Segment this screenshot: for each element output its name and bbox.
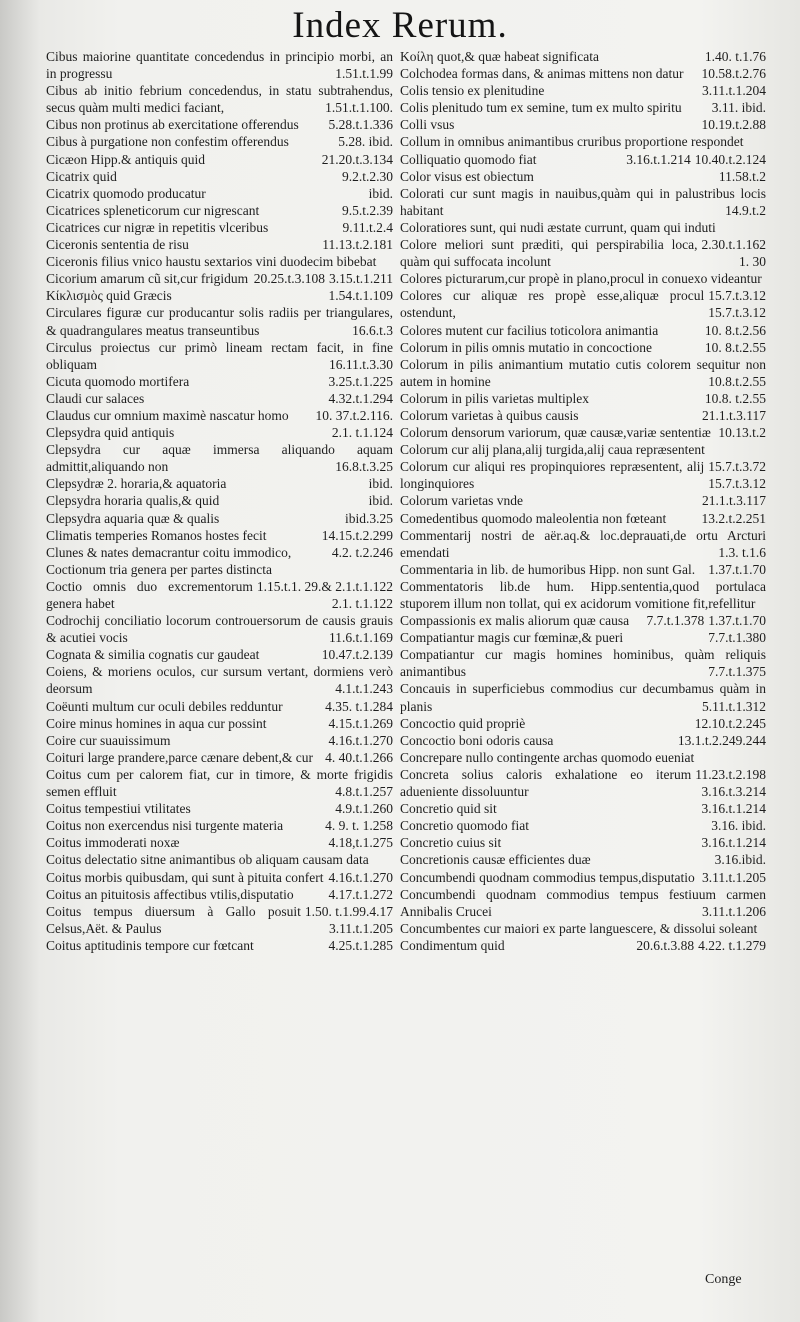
entry-reference: 1.3. t.1.6 <box>718 544 766 560</box>
entry-text: Commentaria in lib. de humoribus Hipp. non sunt Gal. <box>400 561 696 577</box>
index-entry <box>46 834 393 851</box>
entry-reference: 4.2. t.2.246 <box>331 544 393 560</box>
index-entry <box>46 304 393 338</box>
entry-text: Cicatrices spleneticorum cur nigrescant <box>46 202 260 218</box>
entry-reference: 3.16.ibid. <box>714 852 766 868</box>
entry-text: Κοίλη quot,& quæ habeat significata <box>400 49 599 64</box>
entry-reference: 21.20.t.3.134 <box>321 151 393 167</box>
index-entry <box>46 373 393 390</box>
entry-reference: 5.28.t.1.336 <box>328 117 393 133</box>
index-entry <box>46 168 393 185</box>
index-entry <box>400 869 766 886</box>
entry-reference: 7.7.t.1.375 <box>708 664 766 680</box>
index-entry <box>400 219 766 253</box>
index-entry <box>400 65 766 82</box>
entry-text: Concumbentes cur maiori ex parte languescere, & dissolui soleant <box>400 920 758 936</box>
entry-text: Colorum densorum variorum, quæ causæ,variæ sententiæ <box>400 425 711 441</box>
entry-text: Colorum cur alij plana,alij turgida,alij caua repræsentent <box>400 442 705 458</box>
entry-reference: 1.37.t.1.70 <box>708 561 766 577</box>
entry-reference: 7.7.t.1.378 <box>646 613 705 629</box>
entry-reference: 11.6.t.1.169 <box>329 630 393 646</box>
entry-text: Commentarij nostri de aër.aq.& loc.deprauati,de ortu Arcturi emendati <box>400 527 766 560</box>
index-entry <box>400 834 766 851</box>
entry-reference: 9.11.t.2.4 <box>342 219 393 235</box>
entry-reference: 10. 37.t.2.116. <box>315 407 393 423</box>
entry-reference: ibid. <box>368 493 393 509</box>
entry-reference: 3.11. ibid. <box>711 100 766 116</box>
entry-text: Clunes & nates demacrantur coitu immodico, <box>46 544 292 560</box>
entry-reference: 11.23.t.2.198 <box>695 766 766 782</box>
index-entry <box>400 339 766 356</box>
entry-text: Colorati cur sunt magis in nauibus,quàm qui in palustribus locis habitant <box>400 185 766 218</box>
index-entry <box>46 646 393 663</box>
index-entry <box>400 407 766 424</box>
index-entry <box>46 287 393 304</box>
entry-reference: 16.11.t.3.30 <box>329 356 393 372</box>
index-entry <box>46 133 393 150</box>
entry-reference: 10.47.t.2.139 <box>321 647 393 663</box>
entry-reference: 4.16.t.1.270 <box>328 732 393 748</box>
index-entry <box>46 800 393 817</box>
entry-reference: 15.7.t.3.72 <box>708 459 766 475</box>
index-entry <box>400 322 766 339</box>
entry-text: Coitus cum per calorem fiat, cur in timore, & morte frigidis semen effluit <box>46 766 393 800</box>
index-entry <box>46 817 393 834</box>
entry-text: Coctionum tria genera per partes distincta <box>46 561 273 577</box>
entry-text: Circulus proiectus cur primò lineam rectam facit, in fine obliquam <box>46 339 393 372</box>
entry-text: Coituri large prandere,parce cænare debent,& cur <box>46 749 314 765</box>
entry-text: Concretio cuius sit <box>400 835 502 851</box>
entry-text: Cibus à purgatione non confestim offerendus <box>46 134 289 150</box>
entry-reference: 4.15.t.1.269 <box>328 715 393 731</box>
entry-text: Coitus non exercendus nisi turgente materia <box>46 818 284 834</box>
entry-reference: 12.10.t.2.245 <box>694 715 766 731</box>
entry-reference: 15.7.t.3.12 <box>708 288 766 304</box>
entry-reference: 3.11.t.1.206 <box>702 903 766 919</box>
entry-text: Concumbendi quodnam commodius tempus,disputatio <box>400 869 695 885</box>
entry-reference: 2.30.t.1.162 <box>701 237 766 253</box>
entry-text: Κίκλισμὸς quid Græcis <box>46 288 172 304</box>
entry-text: Coire minus homines in aqua cur possint <box>46 715 267 731</box>
index-entry <box>400 527 766 561</box>
catchword: Conge <box>705 1272 742 1287</box>
entry-reference: 4.17.t.1.272 <box>328 886 393 902</box>
entry-text: Ciceronis sententia de risu <box>46 237 189 253</box>
index-entry <box>46 510 393 527</box>
index-entry <box>46 390 393 407</box>
index-entry <box>400 356 766 390</box>
entry-reference: 10. 8.t.2.55 <box>704 339 766 355</box>
entry-reference: 10.58.t.2.76 <box>701 66 766 82</box>
entry-reference: ibid. <box>368 185 393 201</box>
entry-text: Condimentum quid <box>400 937 505 953</box>
index-entry <box>400 680 766 714</box>
index-column-right <box>400 48 766 954</box>
entry-reference: 3.11.t.1.205 <box>329 920 393 936</box>
entry-text: Concauis in superficiebus commodius cur decumbamus quàm in planis <box>400 681 766 714</box>
index-entry <box>400 82 766 99</box>
index-entry <box>400 424 766 441</box>
entry-text: Coitus an pituitosis affectibus vtilis,disputatio <box>46 886 294 902</box>
entry-reference: 9.2.t.2.30 <box>341 168 393 184</box>
entry-reference: 11.58.t.2 <box>718 168 766 184</box>
entry-reference: 1.51.t.1.100. <box>325 100 393 116</box>
index-entry <box>46 202 393 219</box>
entry-reference: 1.50. t.1.99.4.17 <box>304 903 393 919</box>
entry-text: Coitus tempus diuersum à Gallo posuit Celsus,Aët. & Paulus <box>46 903 301 936</box>
entry-reference: 3.16.t.1.214 <box>701 801 766 817</box>
entry-text: Colchodea formas dans, & animas mittens non datur <box>400 66 684 82</box>
index-entry <box>46 527 393 544</box>
entry-text: Clepsydræ 2. horaria,& aquatoria <box>46 476 227 492</box>
index-entry <box>400 800 766 817</box>
entry-reference: 3.11.t.1.204 <box>702 83 766 99</box>
entry-text: Colorum in pilis animantium mutatio cutis colorem sequitur non autem in homine <box>400 356 766 389</box>
index-entry <box>46 339 393 373</box>
entry-text: Colorum varietas à quibus causis <box>400 407 579 423</box>
entry-text: Cibus non protinus ab exercitatione offerendus <box>46 117 299 133</box>
entry-reference: 11.13.t.2.181 <box>322 237 393 253</box>
entry-reference: 14.15.t.2.299 <box>321 527 393 543</box>
entry-text: Cicatrix quid <box>46 168 117 184</box>
index-entry <box>400 390 766 407</box>
index-entry <box>46 544 393 561</box>
index-entry <box>46 766 393 800</box>
index-entry <box>46 492 393 509</box>
entry-text: Cicatrices cur nigræ in repetitis vlceribus <box>46 219 269 235</box>
index-entry <box>46 475 393 492</box>
entry-text: Cicuta quomodo mortifera <box>46 373 190 389</box>
entry-reference: 16.8.t.3.25 <box>335 459 393 475</box>
entry-reference: 1. 30 <box>739 254 766 270</box>
entry-text: Commentatoris lib.de hum. Hipp.sententia,quod portulaca stuporem illum non tollat, qui ex acidorum vomitione fit,refellitur <box>400 578 766 611</box>
entry-text: Colis plenitudo tum ex semine, tum ex multo spiritu <box>400 100 682 116</box>
entry-reference: 4.32.t.1.294 <box>328 390 393 406</box>
index-entry <box>46 219 393 236</box>
index-entry <box>46 715 393 732</box>
entry-reference: 10.40.t.2.124 <box>694 151 766 167</box>
entry-reference: 15.7.t.3.12 <box>708 305 766 321</box>
entry-reference: 1.54.t.1.109 <box>328 288 393 304</box>
entry-text: Clepsydra horaria qualis,& quid <box>46 493 220 509</box>
index-entry <box>400 270 766 304</box>
entry-reference: 21.1.t.3.117 <box>702 407 766 423</box>
entry-text: Colliquatio quomodo fiat <box>400 151 537 167</box>
entry-reference: 13.1.t.2.249.244 <box>677 732 766 748</box>
index-entry <box>46 151 393 168</box>
index-entry <box>46 185 393 202</box>
entry-reference: 3.16.t.1.214 <box>626 151 691 167</box>
index-entry <box>400 185 766 219</box>
entry-text: Clepsydra quid antiquis <box>46 425 175 441</box>
index-entry <box>400 886 766 920</box>
entry-text: Cibus maiorine quantitate concedendus in principio morbi, an in progressu <box>46 49 393 82</box>
entry-text: Color visus est obiectum <box>400 168 534 184</box>
entry-text: Concumbendi quodnam commodius tempus festiuum carmen Annibalis Crucei <box>400 886 766 919</box>
entry-text: Ciceronis filius vnico haustu sextarios vini duodecim bibebat <box>46 254 377 270</box>
entry-reference: 20.6.t.3.88 <box>636 937 695 953</box>
entry-reference: 10.13.t.2 <box>718 425 766 441</box>
entry-reference: 1.37.t.1.70 <box>708 613 766 629</box>
index-entry <box>400 48 766 65</box>
entry-text: Coitus morbis quibusdam, qui sunt à pituita confert <box>46 869 324 885</box>
index-entry <box>400 851 766 868</box>
index-entry <box>46 612 393 646</box>
index-entry <box>46 407 393 424</box>
entry-text: Concretionis causæ efficientes duæ <box>400 852 591 868</box>
entry-reference: 7.7.t.1.380 <box>708 630 766 646</box>
index-entry <box>46 663 393 697</box>
entry-reference: 3.16.t.1.214 <box>701 835 766 851</box>
entry-reference: 4.22. t.1.279 <box>698 937 766 953</box>
entry-reference: 3.25.t.1.225 <box>328 373 393 389</box>
index-entry <box>46 236 393 253</box>
index-entry <box>400 168 766 185</box>
entry-text: Coitus aptitudinis tempore cur fœtcant <box>46 937 254 953</box>
entry-reference: 4.9.t.1.260 <box>335 801 393 817</box>
entry-reference: 16.6.t.3 <box>352 322 393 338</box>
page-title: Index Rerum. <box>292 5 508 46</box>
entry-text: Climatis temperies Romanos hostes fecit <box>46 527 267 543</box>
entry-text: Colorum cur aliqui res propinquiores repræsentent, alij longinquiores <box>400 459 705 492</box>
index-entry <box>46 749 393 766</box>
entry-reference: 4.18,t.1.275 <box>328 835 393 851</box>
index-entry <box>46 424 393 441</box>
index-entry <box>46 698 393 715</box>
entry-reference: 4.16.t.1.270 <box>328 869 393 885</box>
entry-text: Concretio quid sit <box>400 801 497 817</box>
entry-text: Colorum in pilis varietas multiplex <box>400 390 589 406</box>
entry-reference: 21.1.t.3.117 <box>702 493 766 509</box>
index-entry <box>46 48 393 82</box>
entry-reference: 10.19.t.2.88 <box>701 117 766 133</box>
entry-reference: 10.8. t.2.55 <box>704 390 766 406</box>
entry-text: Circulares figuræ cur producantur solis radiis per triangulares, & quadrangulares meatus transeuntibus <box>46 305 393 338</box>
index-entry <box>400 732 766 749</box>
entry-text: Compatiantur magis cur fœminæ,& pueri <box>400 630 624 646</box>
entry-text: Coctio omnis duo excrementorum genera habet <box>46 578 253 611</box>
entry-text: Compatiantur cur magis homines hominibus, quàm reliquis animantibus <box>400 647 766 680</box>
entry-text: Coloratiores sunt, qui nudi æstate currunt, quam qui induti <box>400 219 716 235</box>
index-entry <box>46 116 393 133</box>
entry-reference: 15.7.t.3.12 <box>708 476 766 492</box>
index-entry <box>400 646 766 680</box>
entry-reference: ibid.3.25 <box>344 510 393 526</box>
entry-reference: 3.11.t.1.205 <box>702 869 766 885</box>
entry-text: Cognata & similia cognatis cur gaudeat <box>46 647 260 663</box>
entry-text: Claudus cur omnium maximè nascatur homo <box>46 407 289 423</box>
entry-text: Collum in omnibus animantibus cruribus proportione respondet <box>400 134 744 150</box>
entry-text: Cicatrix quomodo producatur <box>46 185 206 201</box>
entry-text: Coiens, & moriens oculos, cur sursum vertant, dormiens verò deorsum <box>46 664 393 697</box>
entry-text: Concreta solius caloris exhalatione eo iterum adueniente dissoluuntur <box>400 766 692 800</box>
entry-text: Concretio quomodo fiat <box>400 818 529 834</box>
entry-reference: 10. 8.t.2.56 <box>704 322 766 338</box>
entry-text: Codrochij conciliatio locorum controuersorum de causis grauis & acutiei vocis <box>46 613 393 646</box>
index-entry <box>400 492 766 509</box>
entry-text: Coitus delectatio sitne animantibus ob aliquam causam data <box>46 852 369 868</box>
entry-text: Claudi cur salaces <box>46 390 145 406</box>
index-entry <box>400 749 766 782</box>
entry-reference: 2.1. t.1.124 <box>331 425 393 441</box>
entry-text: Coitus tempestiui vtilitates <box>46 801 191 817</box>
entry-text: Coitus immoderati noxæ <box>46 835 180 851</box>
entry-reference: 10.8.t.2.55 <box>708 373 766 389</box>
index-entry <box>400 510 766 527</box>
entry-reference: 4.25.t.1.285 <box>328 937 393 953</box>
entry-text: Comedentibus quomodo maleolentia non fœteant <box>400 510 667 526</box>
entry-reference: 4.1.t.1.243 <box>335 681 393 697</box>
entry-text: Concoctio boni odoris causa <box>400 732 554 748</box>
entry-reference: 5.11.t.1.312 <box>702 698 766 714</box>
entry-reference: 14.9.t.2 <box>725 202 766 218</box>
index-entry <box>400 99 766 116</box>
entry-reference: 3.15.t.1.211 <box>329 271 393 287</box>
entry-reference: 3.16. ibid. <box>711 818 766 834</box>
entry-reference: 3.16.t.3.214 <box>701 784 766 800</box>
index-entry <box>46 82 393 116</box>
entry-reference: 4. 9. t. 1.258 <box>325 818 393 834</box>
entry-reference: 4.35. t.1.284 <box>325 698 393 714</box>
entry-reference: 1.51.t.1.99 <box>335 66 393 82</box>
entry-reference: 1.40. t.1.76 <box>704 49 766 64</box>
entry-text: Colores picturarum,cur propè in plano,procul in conuexo videantur <box>400 271 762 287</box>
entry-reference: 5.28. ibid. <box>338 134 393 150</box>
entry-text: Compassionis ex malis aliorum quæ causa <box>400 613 630 629</box>
entry-reference: 2.1. t.1.122 <box>331 596 393 611</box>
entry-text: Clepsydra aquaria quæ & qualis <box>46 510 220 526</box>
entry-text: Concrepare nullo contingente archas quomodo eueniat <box>400 749 695 765</box>
entry-reference: 13.2.t.2.251 <box>701 510 766 526</box>
entry-reference: 20.25.t.3.108 <box>253 271 325 287</box>
entry-text: Cicorium amarum cũ sit,cur frigidum <box>46 271 249 287</box>
entry-reference: 1.15.t.1. 29.& 2.1.t.1.122 <box>256 578 393 594</box>
entry-text: Colores mutent cur facilius toticolora animantia <box>400 322 659 338</box>
entry-text: Coëunti multum cur oculi debiles redduntur <box>46 698 283 714</box>
index-column-left <box>46 48 393 954</box>
index-entry <box>400 629 766 646</box>
entry-text: Coire cur suauissimum <box>46 732 171 748</box>
entry-text: Cibus ab initio febrium concedendus, in statu subtrahendus, secus quàm multi medici faciant, <box>46 83 393 116</box>
entry-text: Colis tensio ex plenitudine <box>400 83 545 99</box>
entry-text: Clepsydra cur aquæ immersa aliquando aquam admittit,aliquando non <box>46 442 393 475</box>
entry-reference: ibid. <box>368 476 393 492</box>
entry-text: Colore meliori sunt præditi, qui perspirabilia loca, quàm qui suffocata incolunt <box>400 237 698 270</box>
entry-reference: 4. 40.t.1.266 <box>325 749 393 765</box>
index-entry <box>46 732 393 749</box>
index-entry <box>46 561 393 594</box>
index-entry <box>400 715 766 732</box>
entry-text: Concoctio quid propriè <box>400 715 526 731</box>
index-entry <box>400 441 766 475</box>
entry-reference: 9.5.t.2.39 <box>341 202 393 218</box>
entry-text: Colores cur aliquæ res propè esse,aliquæ procul ostendunt, <box>400 288 705 321</box>
index-entry <box>400 817 766 834</box>
entry-reference: 4.8.t.1.257 <box>335 784 393 800</box>
index-entry <box>400 561 766 578</box>
entry-text: Colli vsus <box>400 117 455 133</box>
entry-text: Colorum varietas vnde <box>400 493 523 509</box>
index-entry <box>46 441 393 475</box>
index-entry <box>46 937 393 954</box>
entry-text: Colorum in pilis omnis mutatio in concoctione <box>400 339 652 355</box>
entry-text: Cicæon Hipp.& antiquis quid <box>46 151 206 167</box>
index-entry <box>400 116 766 133</box>
